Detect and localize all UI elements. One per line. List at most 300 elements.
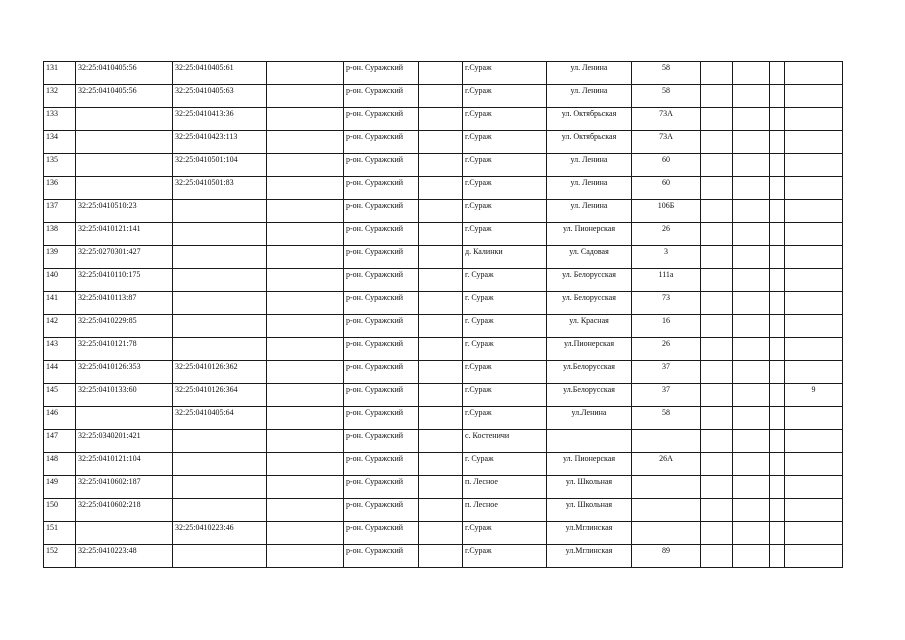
- locality-cell: п. Лесное: [463, 499, 547, 522]
- cell-col10: [701, 407, 733, 430]
- district-cell: р-он. Суражский: [344, 154, 419, 177]
- district-cell: р-он. Суражский: [344, 384, 419, 407]
- locality-cell: г.Сураж: [463, 384, 547, 407]
- table-row: [44, 292, 843, 315]
- cell-col10: [701, 85, 733, 108]
- cadastral-number-primary: 32:25:0410110:175: [76, 269, 173, 292]
- row-number: 146: [44, 407, 76, 430]
- cell-col4: [267, 269, 344, 292]
- cell-col4: [267, 200, 344, 223]
- street-cell: ул. Белорусская: [547, 269, 632, 292]
- district-cell: р-он. Суражский: [344, 522, 419, 545]
- house-number-cell: 37: [632, 361, 701, 384]
- cell-col11: [733, 154, 770, 177]
- cadastral-number-secondary: 32:25:0410501:83: [173, 177, 267, 200]
- cell-col11: [733, 85, 770, 108]
- cell-col4: [267, 361, 344, 384]
- cadastral-number-secondary: 32:25:0410126:362: [173, 361, 267, 384]
- cadastral-number-primary: 32:25:0410121:141: [76, 223, 173, 246]
- cell-col6: [419, 453, 463, 476]
- cell-col6: [419, 223, 463, 246]
- row-number: 149: [44, 476, 76, 499]
- row-number: 134: [44, 131, 76, 154]
- street-cell: ул. Ленина: [547, 177, 632, 200]
- table-row: [44, 499, 843, 522]
- cell-col6: [419, 315, 463, 338]
- cadastral-number-primary: 32:25:0410602:187: [76, 476, 173, 499]
- locality-cell: г.Сураж: [463, 131, 547, 154]
- cadastral-number-secondary: [173, 545, 267, 568]
- cadastral-number-secondary: 32:25:0410405:64: [173, 407, 267, 430]
- table-row: [44, 453, 843, 476]
- house-number-cell: 26А: [632, 453, 701, 476]
- table-row: [44, 522, 843, 545]
- cell-col10: [701, 384, 733, 407]
- row-number: 148: [44, 453, 76, 476]
- cell-col4: [267, 499, 344, 522]
- row-number: 139: [44, 246, 76, 269]
- street-cell: ул.Пионерская: [547, 338, 632, 361]
- cadastral-number-secondary: [173, 476, 267, 499]
- cell-col13: [785, 154, 843, 177]
- cell-col11: [733, 131, 770, 154]
- district-cell: р-он. Суражский: [344, 476, 419, 499]
- cadastral-number-primary: 32:25:0410113:87: [76, 292, 173, 315]
- house-number-cell: 73: [632, 292, 701, 315]
- cell-col10: [701, 338, 733, 361]
- district-cell: р-он. Суражский: [344, 131, 419, 154]
- table-row: [44, 338, 843, 361]
- cell-col4: [267, 453, 344, 476]
- house-number-cell: 58: [632, 62, 701, 85]
- cell-col10: [701, 62, 733, 85]
- cell-col12: [770, 499, 785, 522]
- cadastral-number-primary: [76, 407, 173, 430]
- district-cell: р-он. Суражский: [344, 292, 419, 315]
- house-number-cell: [632, 476, 701, 499]
- cadastral-number-primary: [76, 154, 173, 177]
- house-number-cell: 73А: [632, 131, 701, 154]
- row-number: 137: [44, 200, 76, 223]
- locality-cell: г.Сураж: [463, 407, 547, 430]
- cell-col13: 9: [785, 384, 843, 407]
- street-cell: ул. Октябрьская: [547, 131, 632, 154]
- house-number-cell: 58: [632, 85, 701, 108]
- cell-col6: [419, 430, 463, 453]
- cell-col12: [770, 361, 785, 384]
- house-number-cell: [632, 430, 701, 453]
- locality-cell: г.Сураж: [463, 154, 547, 177]
- cell-col13: [785, 522, 843, 545]
- cell-col10: [701, 430, 733, 453]
- cell-col4: [267, 85, 344, 108]
- cell-col11: [733, 545, 770, 568]
- cell-col13: [785, 315, 843, 338]
- cadastral-number-primary: [76, 108, 173, 131]
- house-number-cell: 60: [632, 154, 701, 177]
- cell-col4: [267, 407, 344, 430]
- cell-col13: [785, 131, 843, 154]
- cell-col6: [419, 177, 463, 200]
- cell-col11: [733, 223, 770, 246]
- row-number: 135: [44, 154, 76, 177]
- cell-col10: [701, 269, 733, 292]
- cell-col11: [733, 453, 770, 476]
- cell-col13: [785, 361, 843, 384]
- locality-cell: г. Сураж: [463, 315, 547, 338]
- street-cell: ул. Белорусская: [547, 292, 632, 315]
- cell-col12: [770, 131, 785, 154]
- row-number: 143: [44, 338, 76, 361]
- cell-col10: [701, 154, 733, 177]
- cell-col4: [267, 62, 344, 85]
- cadastral-number-primary: 32:25:0410229:85: [76, 315, 173, 338]
- cell-col4: [267, 476, 344, 499]
- registry-body: [44, 62, 843, 568]
- cell-col11: [733, 407, 770, 430]
- street-cell: ул.Мглинская: [547, 545, 632, 568]
- street-cell: ул. Пионерская: [547, 453, 632, 476]
- street-cell: ул.Мглинская: [547, 522, 632, 545]
- locality-cell: г.Сураж: [463, 85, 547, 108]
- locality-cell: г.Сураж: [463, 177, 547, 200]
- table-row: [44, 131, 843, 154]
- locality-cell: г.Сураж: [463, 62, 547, 85]
- cell-col4: [267, 154, 344, 177]
- cadastral-number-secondary: [173, 200, 267, 223]
- cadastral-number-secondary: 32:25:0410126:364: [173, 384, 267, 407]
- street-cell: ул. Ленина: [547, 154, 632, 177]
- cell-col11: [733, 246, 770, 269]
- cadastral-number-secondary: [173, 430, 267, 453]
- row-number: 150: [44, 499, 76, 522]
- house-number-cell: [632, 499, 701, 522]
- district-cell: р-он. Суражский: [344, 200, 419, 223]
- district-cell: р-он. Суражский: [344, 62, 419, 85]
- table-row: [44, 108, 843, 131]
- cell-col6: [419, 154, 463, 177]
- cell-col10: [701, 200, 733, 223]
- cell-col13: [785, 407, 843, 430]
- street-cell: ул. Школьная: [547, 476, 632, 499]
- street-cell: ул. Ленина: [547, 62, 632, 85]
- cell-col13: [785, 246, 843, 269]
- row-number: 151: [44, 522, 76, 545]
- street-cell: ул. Ленина: [547, 200, 632, 223]
- cell-col13: [785, 292, 843, 315]
- cadastral-number-secondary: [173, 223, 267, 246]
- cell-col13: [785, 200, 843, 223]
- house-number-cell: 106Б: [632, 200, 701, 223]
- cell-col6: [419, 85, 463, 108]
- cell-col12: [770, 269, 785, 292]
- cell-col6: [419, 200, 463, 223]
- locality-cell: г.Сураж: [463, 223, 547, 246]
- row-number: 144: [44, 361, 76, 384]
- cell-col11: [733, 62, 770, 85]
- cell-col10: [701, 315, 733, 338]
- cadastral-number-primary: 32:25:0270301:427: [76, 246, 173, 269]
- cadastral-number-primary: 32:25:0410223:48: [76, 545, 173, 568]
- district-cell: р-он. Суражский: [344, 108, 419, 131]
- cell-col6: [419, 131, 463, 154]
- street-cell: ул.Белорусская: [547, 384, 632, 407]
- table-row: [44, 177, 843, 200]
- cadastral-number-primary: 32:25:0410121:104: [76, 453, 173, 476]
- locality-cell: г. Сураж: [463, 269, 547, 292]
- row-number: 140: [44, 269, 76, 292]
- cell-col4: [267, 545, 344, 568]
- cell-col11: [733, 476, 770, 499]
- cell-col4: [267, 430, 344, 453]
- street-cell: ул. Садовая: [547, 246, 632, 269]
- cell-col6: [419, 522, 463, 545]
- cadastral-number-primary: [76, 131, 173, 154]
- cell-col11: [733, 315, 770, 338]
- district-cell: р-он. Суражский: [344, 407, 419, 430]
- house-number-cell: 89: [632, 545, 701, 568]
- cell-col6: [419, 476, 463, 499]
- cell-col4: [267, 177, 344, 200]
- cell-col10: [701, 292, 733, 315]
- house-number-cell: 26: [632, 338, 701, 361]
- cadastral-number-secondary: 32:25:0410501:104: [173, 154, 267, 177]
- locality-cell: с. Костеничи: [463, 430, 547, 453]
- table-row: [44, 154, 843, 177]
- street-cell: ул.Белорусская: [547, 361, 632, 384]
- cell-col6: [419, 62, 463, 85]
- cell-col6: [419, 499, 463, 522]
- cadastral-number-primary: 32:25:0410405:56: [76, 62, 173, 85]
- cell-col4: [267, 223, 344, 246]
- table-row: [44, 85, 843, 108]
- district-cell: р-он. Суражский: [344, 499, 419, 522]
- cell-col6: [419, 384, 463, 407]
- cell-col11: [733, 177, 770, 200]
- cell-col10: [701, 522, 733, 545]
- street-cell: ул. Школьная: [547, 499, 632, 522]
- cell-col12: [770, 223, 785, 246]
- cell-col12: [770, 154, 785, 177]
- district-cell: р-он. Суражский: [344, 223, 419, 246]
- row-number: 138: [44, 223, 76, 246]
- district-cell: р-он. Суражский: [344, 177, 419, 200]
- cell-col11: [733, 108, 770, 131]
- cell-col13: [785, 269, 843, 292]
- cell-col13: [785, 85, 843, 108]
- street-cell: ул. Пионерская: [547, 223, 632, 246]
- table-row: [44, 246, 843, 269]
- cell-col12: [770, 338, 785, 361]
- cell-col4: [267, 108, 344, 131]
- cell-col11: [733, 338, 770, 361]
- locality-cell: г.Сураж: [463, 200, 547, 223]
- cell-col12: [770, 62, 785, 85]
- cadastral-number-secondary: 32:25:0410405:63: [173, 85, 267, 108]
- table-row: [44, 361, 843, 384]
- cadastral-number-primary: 32:25:0410133:60: [76, 384, 173, 407]
- cadastral-number-secondary: 32:25:0410413:36: [173, 108, 267, 131]
- cadastral-number-secondary: 32:25:0410405:61: [173, 62, 267, 85]
- cell-col13: [785, 476, 843, 499]
- house-number-cell: 111а: [632, 269, 701, 292]
- cell-col10: [701, 108, 733, 131]
- house-number-cell: 37: [632, 384, 701, 407]
- cell-col6: [419, 338, 463, 361]
- cadastral-number-primary: 32:25:0410510:23: [76, 200, 173, 223]
- cell-col13: [785, 499, 843, 522]
- locality-cell: г. Сураж: [463, 292, 547, 315]
- locality-cell: г.Сураж: [463, 545, 547, 568]
- table-row: [44, 407, 843, 430]
- locality-cell: г.Сураж: [463, 108, 547, 131]
- cell-col11: [733, 384, 770, 407]
- cell-col12: [770, 200, 785, 223]
- district-cell: р-он. Суражский: [344, 269, 419, 292]
- cell-col13: [785, 62, 843, 85]
- cell-col12: [770, 453, 785, 476]
- cell-col10: [701, 499, 733, 522]
- cell-col11: [733, 269, 770, 292]
- row-number: 147: [44, 430, 76, 453]
- cell-col12: [770, 246, 785, 269]
- cell-col4: [267, 131, 344, 154]
- row-number: 145: [44, 384, 76, 407]
- cadastral-number-secondary: 32:25:0410423:113: [173, 131, 267, 154]
- cell-col13: [785, 453, 843, 476]
- district-cell: р-он. Суражский: [344, 453, 419, 476]
- cell-col12: [770, 545, 785, 568]
- cell-col11: [733, 292, 770, 315]
- house-number-cell: 16: [632, 315, 701, 338]
- cadastral-number-primary: [76, 177, 173, 200]
- cell-col6: [419, 269, 463, 292]
- locality-cell: г.Сураж: [463, 361, 547, 384]
- cell-col11: [733, 499, 770, 522]
- cell-col10: [701, 361, 733, 384]
- cadastral-number-primary: 32:25:0410121:78: [76, 338, 173, 361]
- cell-col12: [770, 407, 785, 430]
- cell-col13: [785, 338, 843, 361]
- table-row: [44, 545, 843, 568]
- cell-col10: [701, 476, 733, 499]
- locality-cell: д. Калинки: [463, 246, 547, 269]
- row-number: 133: [44, 108, 76, 131]
- table-row: [44, 476, 843, 499]
- property-registry-table: [43, 61, 843, 568]
- cell-col4: [267, 338, 344, 361]
- cadastral-number-secondary: [173, 315, 267, 338]
- table-row: [44, 200, 843, 223]
- cell-col10: [701, 453, 733, 476]
- cell-col12: [770, 384, 785, 407]
- table-row: [44, 269, 843, 292]
- cell-col12: [770, 476, 785, 499]
- row-number: 131: [44, 62, 76, 85]
- row-number: 132: [44, 85, 76, 108]
- cell-col12: [770, 177, 785, 200]
- cadastral-number-secondary: [173, 292, 267, 315]
- cadastral-number-primary: 32:25:0410602:218: [76, 499, 173, 522]
- cadastral-number-secondary: [173, 453, 267, 476]
- cell-col10: [701, 223, 733, 246]
- table-row: [44, 384, 843, 407]
- cell-col10: [701, 177, 733, 200]
- cell-col13: [785, 177, 843, 200]
- house-number-cell: [632, 522, 701, 545]
- cadastral-number-primary: 32:25:0340201:421: [76, 430, 173, 453]
- cadastral-number-primary: 32:25:0410405:56: [76, 85, 173, 108]
- cell-col12: [770, 108, 785, 131]
- row-number: 141: [44, 292, 76, 315]
- table-row: [44, 315, 843, 338]
- cell-col6: [419, 246, 463, 269]
- cadastral-number-secondary: [173, 246, 267, 269]
- locality-cell: п. Лесное: [463, 476, 547, 499]
- street-cell: ул. Ленина: [547, 85, 632, 108]
- district-cell: р-он. Суражский: [344, 430, 419, 453]
- district-cell: р-он. Суражский: [344, 545, 419, 568]
- cadastral-number-secondary: 32:25:0410223:46: [173, 522, 267, 545]
- cell-col10: [701, 131, 733, 154]
- cell-col6: [419, 292, 463, 315]
- house-number-cell: 60: [632, 177, 701, 200]
- district-cell: р-он. Суражский: [344, 315, 419, 338]
- cell-col4: [267, 522, 344, 545]
- cell-col6: [419, 108, 463, 131]
- house-number-cell: 73А: [632, 108, 701, 131]
- house-number-cell: 58: [632, 407, 701, 430]
- house-number-cell: 26: [632, 223, 701, 246]
- house-number-cell: 3: [632, 246, 701, 269]
- cell-col12: [770, 85, 785, 108]
- cell-col12: [770, 292, 785, 315]
- locality-cell: г. Сураж: [463, 453, 547, 476]
- cell-col4: [267, 315, 344, 338]
- cell-col11: [733, 200, 770, 223]
- street-cell: ул. Октябрьская: [547, 108, 632, 131]
- locality-cell: г. Сураж: [463, 338, 547, 361]
- cadastral-number-secondary: [173, 269, 267, 292]
- district-cell: р-он. Суражский: [344, 85, 419, 108]
- cell-col6: [419, 361, 463, 384]
- cell-col13: [785, 223, 843, 246]
- locality-cell: г.Сураж: [463, 522, 547, 545]
- row-number: 142: [44, 315, 76, 338]
- cell-col11: [733, 522, 770, 545]
- district-cell: р-он. Суражский: [344, 338, 419, 361]
- cell-col4: [267, 384, 344, 407]
- cell-col10: [701, 246, 733, 269]
- cell-col13: [785, 430, 843, 453]
- cell-col6: [419, 545, 463, 568]
- cadastral-number-secondary: [173, 338, 267, 361]
- cell-col13: [785, 108, 843, 131]
- table-row: [44, 223, 843, 246]
- cell-col4: [267, 292, 344, 315]
- cell-col4: [267, 246, 344, 269]
- cell-col12: [770, 522, 785, 545]
- district-cell: р-он. Суражский: [344, 246, 419, 269]
- cell-col6: [419, 407, 463, 430]
- cadastral-number-primary: [76, 522, 173, 545]
- cadastral-number-primary: 32:25:0410126:353: [76, 361, 173, 384]
- cell-col13: [785, 545, 843, 568]
- cell-col10: [701, 545, 733, 568]
- street-cell: [547, 430, 632, 453]
- table-row: [44, 62, 843, 85]
- street-cell: ул. Красная: [547, 315, 632, 338]
